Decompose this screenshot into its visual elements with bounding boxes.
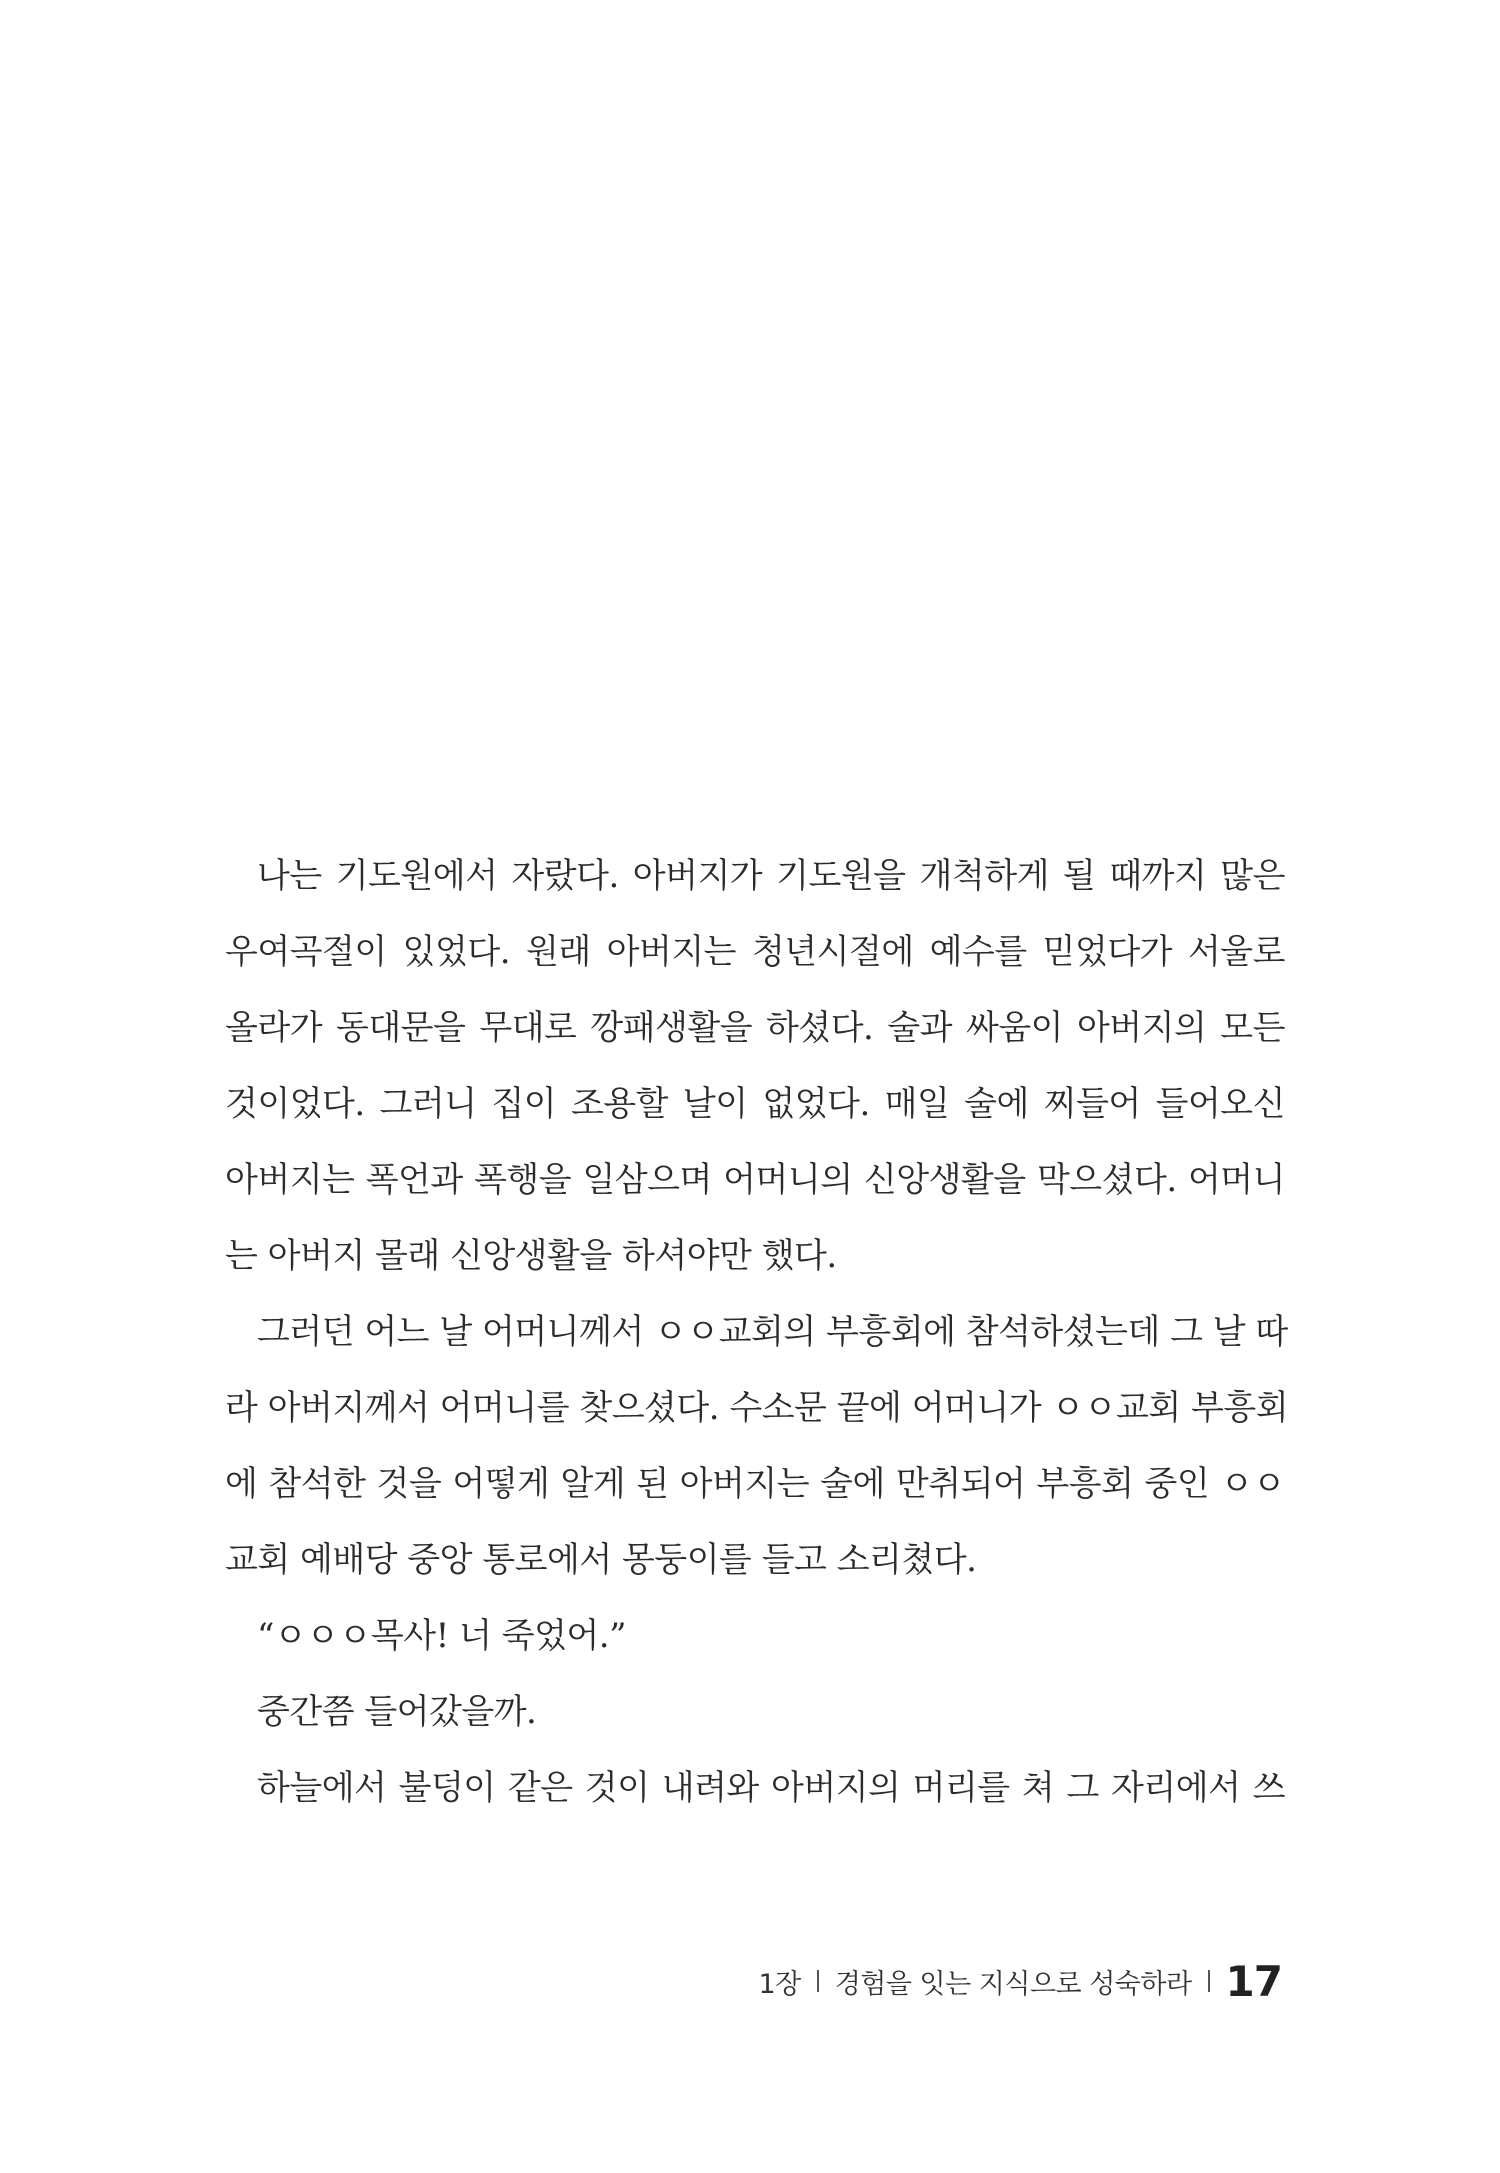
page-footer [758,1954,1282,2008]
chapter-label: 1장 [758,1968,801,2000]
footer-separator [1208,1970,1210,1992]
text-line: 올라가 동대문을 무대로 깡패생활을 하셨다. 술과 싸움이 아버지의 모든 [225,1008,1285,1048]
chapter-title: 경험을 잇는 지식으로 성숙하라 [834,1968,1192,2000]
text-line: 에 참석한 것을 어떻게 알게 된 아버지는 술에 만취되어 부흥회 중인 ㅇㅇ [225,1464,1285,1504]
text-line: 우여곡절이 있었다. 원래 아버지는 청년시절에 예수를 믿었다가 서울로 [225,932,1285,972]
text-line: 하늘에서 불덩이 같은 것이 내려와 아버지의 머리를 쳐 그 자리에서 쓰 [257,1768,1285,1808]
footer-separator [817,1970,819,1992]
text-line: 아버지는 폭언과 폭행을 일삼으며 어머니의 신앙생활을 막으셨다. 어머니 [225,1160,1285,1200]
body-text [225,838,1289,1826]
text-line: 나는 기도원에서 자랐다. 아버지가 기도원을 개척하게 될 때까지 많은 [257,856,1285,896]
text-line: 라 아버지께서 어머니를 찾으셨다. 수소문 끝에 어머니가 ㅇㅇ교회 부흥회 [225,1388,1289,1428]
page-number: 17 [1225,1956,1282,2006]
text-line: 것이었다. 그러니 집이 조용할 날이 없었다. 매일 술에 찌들어 들어오신 [225,1084,1285,1124]
quote-line: “ㅇㅇㅇ목사! 너 죽었어.” [257,1616,626,1656]
text-line: 중간쯤 들어갔을까. [257,1692,537,1732]
text-line: 그러던 어느 날 어머니께서 ㅇㅇ교회의 부흥회에 참석하셨는데 그 날 따 [257,1312,1288,1352]
text-line: 교회 예배당 중앙 통로에서 몽둥이를 들고 소리쳤다. [225,1540,977,1580]
text-line: 는 아버지 몰래 신앙생활을 하셔야만 했다. [225,1236,837,1276]
